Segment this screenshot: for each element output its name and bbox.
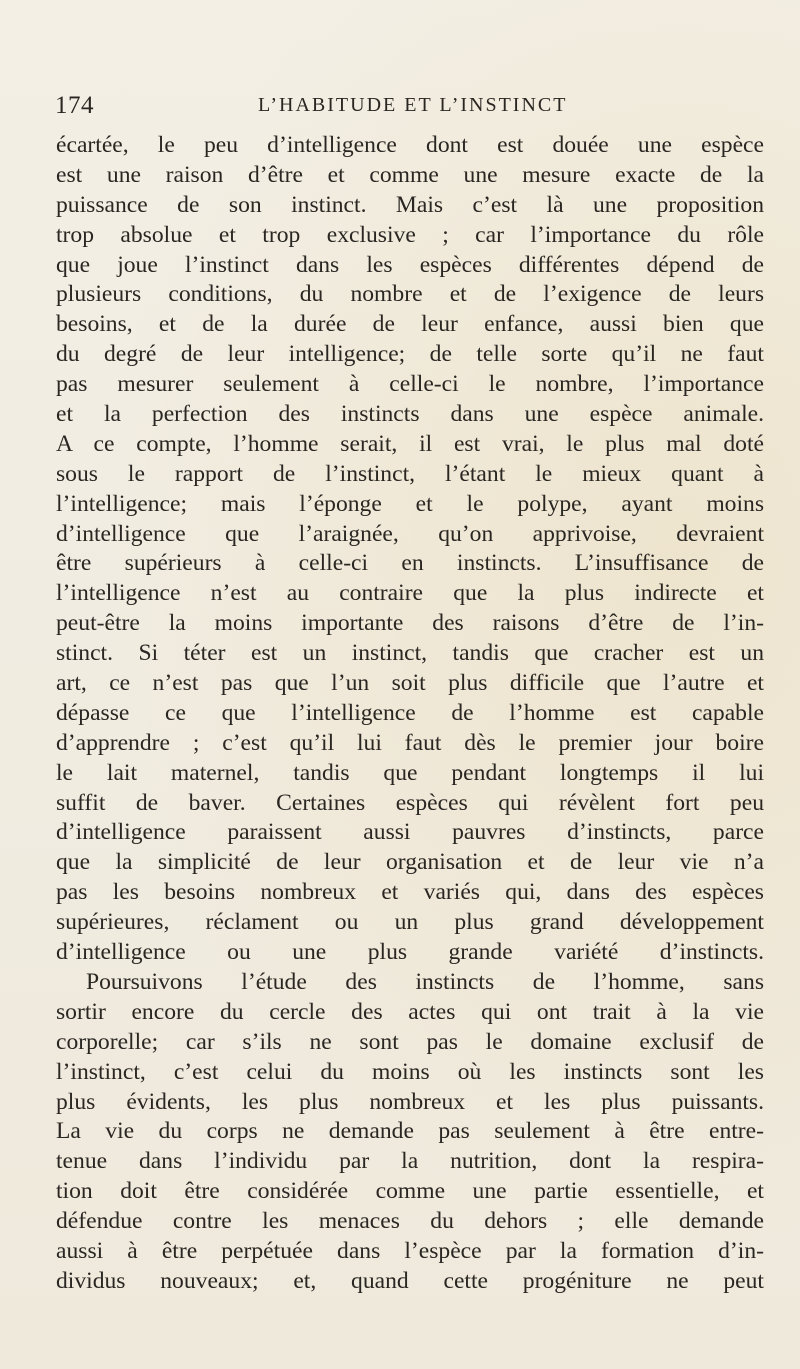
text-line: corporelle; car s’ils ne sont pas le domaine exclusif de xyxy=(56,1028,764,1055)
text-line: tion doit être considérée comme une partie essentielle, et xyxy=(56,1178,764,1205)
text-line: est une raison d’être et comme une mesure exacte de la xyxy=(56,161,764,188)
text-line: que joue l’instinct dans les espèces différentes dépend de xyxy=(56,251,764,278)
text-line: suffit de baver. Certaines espèces qui révèlent fort peu xyxy=(56,789,764,816)
text-line: que la simplicité de leur organisation et de leur vie n’a xyxy=(56,849,764,876)
text-line: écartée, le peu d’intelligence dont est douée une espèce xyxy=(56,132,764,158)
text-line: pas les besoins nombreux et variés qui, dans des espèces xyxy=(56,879,764,906)
page-number: 174 xyxy=(55,92,94,119)
text-line: tenue dans l’individu par la nutrition, dont la respira- xyxy=(56,1148,764,1175)
text-line: être supérieurs à celle-ci en instincts. L’insuffisance de xyxy=(56,550,764,577)
text-line: sous le rapport de l’instinct, l’étant le mieux quant à xyxy=(56,460,764,487)
text-line: besoins, et de la durée de leur enfance, aussi bien que xyxy=(56,311,764,338)
text-line: d’intelligence paraissent aussi pauvres d’instincts, parce xyxy=(56,819,764,846)
text-line: l’intelligence; mais l’éponge et le polype, ayant moins xyxy=(56,490,764,517)
text-line: sortir encore du cercle des actes qui ont trait à la vie xyxy=(56,998,764,1025)
body-text xyxy=(56,131,764,1297)
text-line: dépasse ce que l’intelligence de l’homme est capable xyxy=(56,699,764,726)
page-header xyxy=(55,92,770,122)
text-line: stinct. Si téter est un instinct, tandis que cracher est un xyxy=(56,640,764,667)
text-line: trop absolue et trop exclusive ; car l’importance du rôle xyxy=(56,221,764,248)
text-line: La vie du corps ne demande pas seulement à être entre- xyxy=(56,1118,764,1145)
text-line: l’intelligence n’est au contraire que la plus indirecte et xyxy=(56,580,764,607)
text-line: plus évidents, les plus nombreux et les plus puissants. xyxy=(56,1088,764,1115)
text-line: aussi à être perpétuée dans l’espèce par la formation d’in- xyxy=(56,1237,764,1264)
text-line: puissance de son instinct. Mais c’est là une proposition xyxy=(56,191,764,218)
text-line: pas mesurer seulement à celle-ci le nombre, l’importance xyxy=(56,371,764,398)
text-line: le lait maternel, tandis que pendant longtemps il lui xyxy=(56,759,764,786)
text-line: d’apprendre ; c’est qu’il lui faut dès le premier jour boire xyxy=(56,729,764,756)
text-line: d’intelligence que l’araignée, qu’on apprivoise, devraient xyxy=(56,520,764,547)
text-line: plusieurs conditions, du nombre et de l’exigence de leurs xyxy=(56,281,764,308)
text-line: d’intelligence ou une plus grande variété d’instincts. xyxy=(56,939,764,966)
running-title: L’HABITUDE ET L’INSTINCT xyxy=(258,94,568,116)
text-line: défendue contre les menaces du dehors ; elle demande xyxy=(56,1208,764,1235)
text-line: dividus nouveaux; et, quand cette progéniture ne peut xyxy=(56,1267,764,1294)
paragraph-first-line: Poursuivons l’étude des instincts de l’homme, sans xyxy=(86,968,764,995)
text-line: l’instinct, c’est celui du moins où les instincts sont les xyxy=(56,1058,764,1085)
text-line: et la perfection des instincts dans une espèce animale. xyxy=(56,401,764,428)
text-line: du degré de leur intelligence; de telle sorte qu’il ne faut xyxy=(56,341,764,368)
text-line: supérieures, réclament ou un plus grand développement xyxy=(56,909,764,936)
text-line: art, ce n’est pas que l’un soit plus difficile que l’autre et xyxy=(56,670,764,697)
text-line: peut-être la moins importante des raisons d’être de l’in- xyxy=(56,610,764,637)
text-line: A ce compte, l’homme serait, il est vrai, le plus mal doté xyxy=(56,430,764,457)
